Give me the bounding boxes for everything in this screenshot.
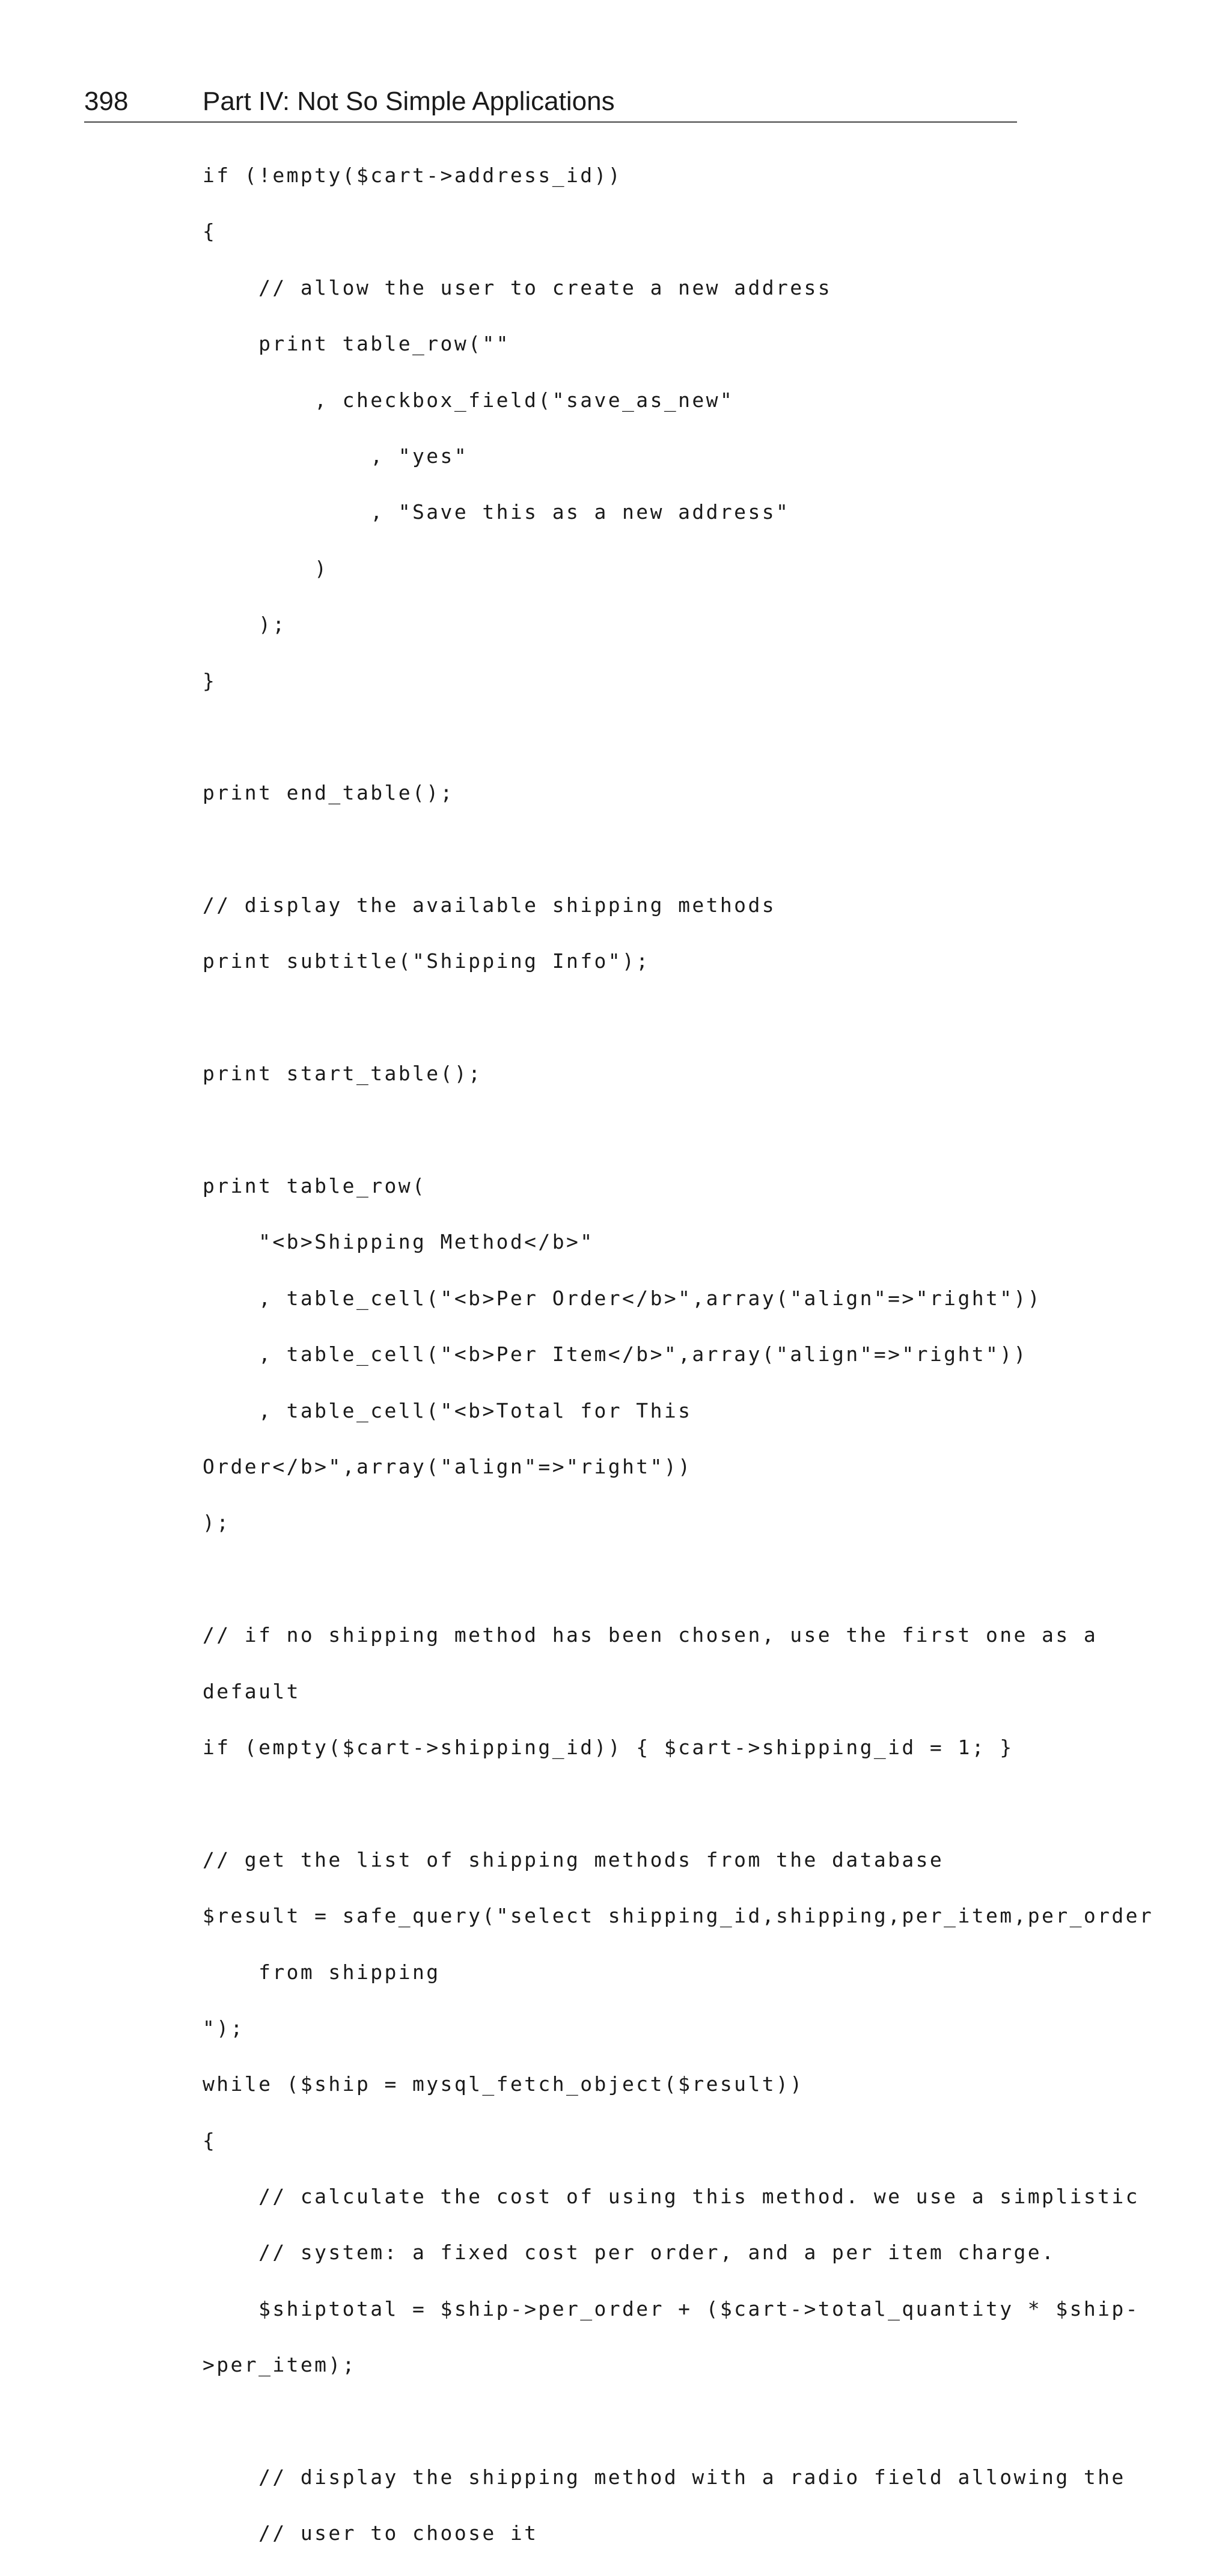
code-line: , table_cell("<b>Per Item</b>",array("align"=>"right")) — [203, 1342, 1028, 1366]
code-line: // system: a fixed cost per order, and a per item charge. — [203, 2241, 1056, 2265]
code-line: print table_row( — [203, 1174, 427, 1198]
code-line: , table_cell("<b>Total for This — [203, 1398, 692, 1422]
code-line: // display the available shipping methods — [203, 893, 776, 917]
code-line: default — [203, 1679, 301, 1703]
code-line: "); — [203, 2016, 245, 2040]
code-line — [203, 1790, 1153, 1818]
code-line: print table_row("" — [203, 332, 510, 356]
code-line: , "Save this as a new address" — [203, 500, 790, 524]
code-line: , "yes" — [203, 444, 469, 468]
code-line: , table_cell("<b>Per Order</b>",array("align"=>"right")) — [203, 1286, 1042, 1310]
code-line: "<b>Shipping Method</b>" — [203, 1230, 594, 1254]
page-number: 398 — [84, 87, 129, 116]
code-line: if (empty($cart->shipping_id)) { $cart->shipping_id = 1; } — [203, 1735, 1014, 1759]
code-line: // get the list of shipping methods from the database — [203, 1847, 944, 1871]
code-line: // calculate the cost of using this method. we use a simplistic — [203, 2185, 1140, 2209]
code-line: // allow the user to create a new address — [203, 275, 832, 299]
code-line: ); — [203, 613, 287, 637]
code-line: // if no shipping method has been chosen, use the first one as a — [203, 1623, 1098, 1647]
code-line: Order</b>",array("align"=>"right")) — [203, 1454, 692, 1478]
code-line: // user to choose it — [203, 2521, 539, 2545]
code-line: ) — [203, 556, 329, 580]
code-line — [203, 2408, 1153, 2436]
code-listing — [203, 162, 1153, 2576]
code-line — [203, 723, 1153, 751]
code-line: { — [203, 2128, 217, 2152]
page-header — [84, 83, 1017, 123]
code-line: ); — [203, 1511, 231, 1535]
code-line — [203, 836, 1153, 864]
code-line: // display the shipping method with a radio field allowing the — [203, 2465, 1126, 2489]
code-line: from shipping — [203, 1960, 441, 1984]
code-line — [203, 1565, 1153, 1594]
code-line: } — [203, 668, 217, 693]
code-line — [203, 1116, 1153, 1145]
code-line: , checkbox_field("save_as_new" — [203, 388, 735, 412]
code-line: { — [203, 219, 217, 243]
code-line: print start_table(); — [203, 1062, 483, 1086]
code-line: print end_table(); — [203, 781, 454, 805]
code-line — [203, 1004, 1153, 1032]
code-line: >per_item); — [203, 2353, 356, 2377]
code-line: $result = safe_query("select shipping_id,shipping,per_item,per_order — [203, 1904, 1154, 1928]
code-line: while ($ship = mysql_fetch_object($result)) — [203, 2072, 804, 2096]
code-line: if (!empty($cart->address_id)) — [203, 164, 623, 187]
running-head: Part IV: Not So Simple Applications — [203, 87, 615, 116]
code-line: $shiptotal = $ship->per_order + ($cart->total_quantity * $ship- — [203, 2296, 1140, 2321]
code-line: print subtitle("Shipping Info"); — [203, 949, 650, 973]
